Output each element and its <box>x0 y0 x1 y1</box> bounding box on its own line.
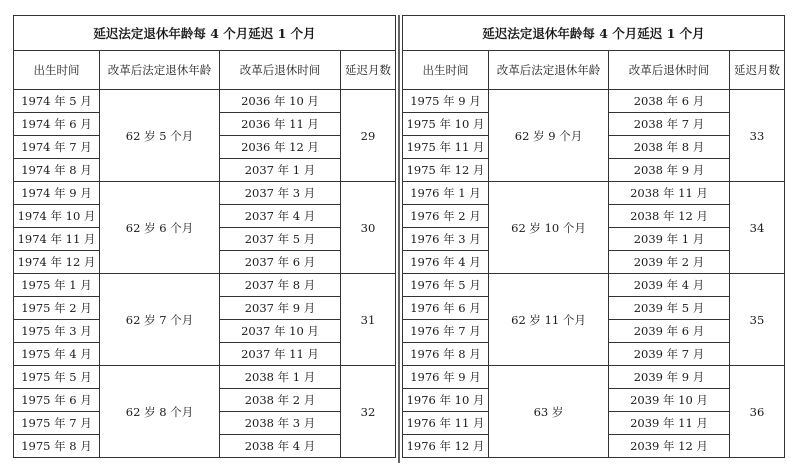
birth-date-cell: 1974 年 9 月 <box>14 182 100 205</box>
birth-date-cell: 1976 年 1 月 <box>403 182 489 205</box>
delay-months-cell: 36 <box>730 366 785 458</box>
delay-months-cell: 31 <box>341 274 396 366</box>
retirement-time-cell: 2038 年 7 月 <box>609 113 730 136</box>
retirement-time-cell: 2038 年 2 月 <box>220 389 341 412</box>
birth-date-cell: 1976 年 3 月 <box>403 228 489 251</box>
retirement-age-cell: 62 岁 8 个月 <box>100 366 220 458</box>
delay-months-cell: 30 <box>341 182 396 274</box>
delay-months-cell: 29 <box>341 90 396 182</box>
header-birth-date: 出生时间 <box>14 51 100 90</box>
retirement-time-cell: 2039 年 10 月 <box>609 389 730 412</box>
table-row <box>14 366 396 389</box>
birth-date-cell: 1974 年 6 月 <box>14 113 100 136</box>
retirement-time-cell: 2037 年 6 月 <box>220 251 341 274</box>
retirement-time-cell: 2039 年 4 月 <box>609 274 730 297</box>
birth-date-cell: 1975 年 2 月 <box>14 297 100 320</box>
retirement-time-cell: 2038 年 3 月 <box>220 412 341 435</box>
birth-date-cell: 1976 年 5 月 <box>403 274 489 297</box>
retirement-time-cell: 2038 年 9 月 <box>609 159 730 182</box>
header-delay-months: 延迟月数 <box>341 51 396 90</box>
retirement-time-cell: 2039 年 9 月 <box>609 366 730 389</box>
retirement-time-cell: 2038 年 1 月 <box>220 366 341 389</box>
birth-date-cell: 1976 年 4 月 <box>403 251 489 274</box>
left-table <box>13 15 396 458</box>
retirement-time-cell: 2036 年 10 月 <box>220 90 341 113</box>
table-title: 延迟法定退休年龄每 4 个月延迟 1 个月 <box>403 16 785 51</box>
retirement-age-cell: 62 岁 10 个月 <box>489 182 609 274</box>
retirement-delay-tables <box>13 15 784 463</box>
birth-date-cell: 1975 年 5 月 <box>14 366 100 389</box>
retirement-time-cell: 2038 年 8 月 <box>609 136 730 159</box>
right-table <box>402 15 785 458</box>
birth-date-cell: 1974 年 11 月 <box>14 228 100 251</box>
birth-date-cell: 1975 年 10 月 <box>403 113 489 136</box>
retirement-age-cell: 62 岁 7 个月 <box>100 274 220 366</box>
header-retirement-age: 改革后法定退休年龄 <box>489 51 609 90</box>
table-row <box>14 90 396 113</box>
birth-date-cell: 1974 年 7 月 <box>14 136 100 159</box>
retirement-time-cell: 2039 年 12 月 <box>609 435 730 458</box>
retirement-time-cell: 2039 年 5 月 <box>609 297 730 320</box>
birth-date-cell: 1975 年 6 月 <box>14 389 100 412</box>
delay-months-cell: 35 <box>730 274 785 366</box>
table-row <box>403 182 785 205</box>
birth-date-cell: 1976 年 11 月 <box>403 412 489 435</box>
header-delay-months: 延迟月数 <box>730 51 785 90</box>
retirement-time-cell: 2037 年 8 月 <box>220 274 341 297</box>
retirement-time-cell: 2038 年 4 月 <box>220 435 341 458</box>
retirement-time-cell: 2037 年 1 月 <box>220 159 341 182</box>
header-birth-date: 出生时间 <box>403 51 489 90</box>
birth-date-cell: 1975 年 11 月 <box>403 136 489 159</box>
retirement-time-cell: 2036 年 11 月 <box>220 113 341 136</box>
table-row <box>403 274 785 297</box>
birth-date-cell: 1975 年 3 月 <box>14 320 100 343</box>
birth-date-cell: 1974 年 8 月 <box>14 159 100 182</box>
retirement-time-cell: 2037 年 10 月 <box>220 320 341 343</box>
table-row <box>14 274 396 297</box>
retirement-age-cell: 62 岁 11 个月 <box>489 274 609 366</box>
retirement-age-cell: 62 岁 6 个月 <box>100 182 220 274</box>
retirement-time-cell: 2039 年 7 月 <box>609 343 730 366</box>
birth-date-cell: 1974 年 5 月 <box>14 90 100 113</box>
retirement-time-cell: 2037 年 9 月 <box>220 297 341 320</box>
retirement-age-cell: 62 岁 9 个月 <box>489 90 609 182</box>
retirement-time-cell: 2037 年 5 月 <box>220 228 341 251</box>
delay-months-cell: 34 <box>730 182 785 274</box>
retirement-time-cell: 2037 年 3 月 <box>220 182 341 205</box>
table-row <box>14 182 396 205</box>
birth-date-cell: 1974 年 12 月 <box>14 251 100 274</box>
retirement-time-cell: 2039 年 6 月 <box>609 320 730 343</box>
retirement-time-cell: 2039 年 11 月 <box>609 412 730 435</box>
retirement-time-cell: 2036 年 12 月 <box>220 136 341 159</box>
table-title: 延迟法定退休年龄每 4 个月延迟 1 个月 <box>14 16 396 51</box>
birth-date-cell: 1976 年 8 月 <box>403 343 489 366</box>
delay-months-cell: 32 <box>341 366 396 458</box>
birth-date-cell: 1976 年 10 月 <box>403 389 489 412</box>
retirement-time-cell: 2038 年 6 月 <box>609 90 730 113</box>
retirement-time-cell: 2038 年 11 月 <box>609 182 730 205</box>
birth-date-cell: 1976 年 2 月 <box>403 205 489 228</box>
header-retirement-age: 改革后法定退休年龄 <box>100 51 220 90</box>
retirement-time-cell: 2039 年 2 月 <box>609 251 730 274</box>
birth-date-cell: 1975 年 7 月 <box>14 412 100 435</box>
delay-months-cell: 33 <box>730 90 785 182</box>
birth-date-cell: 1975 年 4 月 <box>14 343 100 366</box>
birth-date-cell: 1976 年 12 月 <box>403 435 489 458</box>
retirement-age-cell: 63 岁 <box>489 366 609 458</box>
table-row <box>403 90 785 113</box>
retirement-time-cell: 2037 年 4 月 <box>220 205 341 228</box>
table-divider <box>398 15 400 463</box>
birth-date-cell: 1975 年 9 月 <box>403 90 489 113</box>
header-retirement-time: 改革后退休时间 <box>609 51 730 90</box>
retirement-time-cell: 2039 年 1 月 <box>609 228 730 251</box>
birth-date-cell: 1975 年 12 月 <box>403 159 489 182</box>
birth-date-cell: 1976 年 6 月 <box>403 297 489 320</box>
birth-date-cell: 1976 年 9 月 <box>403 366 489 389</box>
birth-date-cell: 1974 年 10 月 <box>14 205 100 228</box>
table-row <box>403 366 785 389</box>
retirement-time-cell: 2037 年 11 月 <box>220 343 341 366</box>
birth-date-cell: 1975 年 8 月 <box>14 435 100 458</box>
birth-date-cell: 1976 年 7 月 <box>403 320 489 343</box>
retirement-age-cell: 62 岁 5 个月 <box>100 90 220 182</box>
retirement-time-cell: 2038 年 12 月 <box>609 205 730 228</box>
birth-date-cell: 1975 年 1 月 <box>14 274 100 297</box>
header-retirement-time: 改革后退休时间 <box>220 51 341 90</box>
